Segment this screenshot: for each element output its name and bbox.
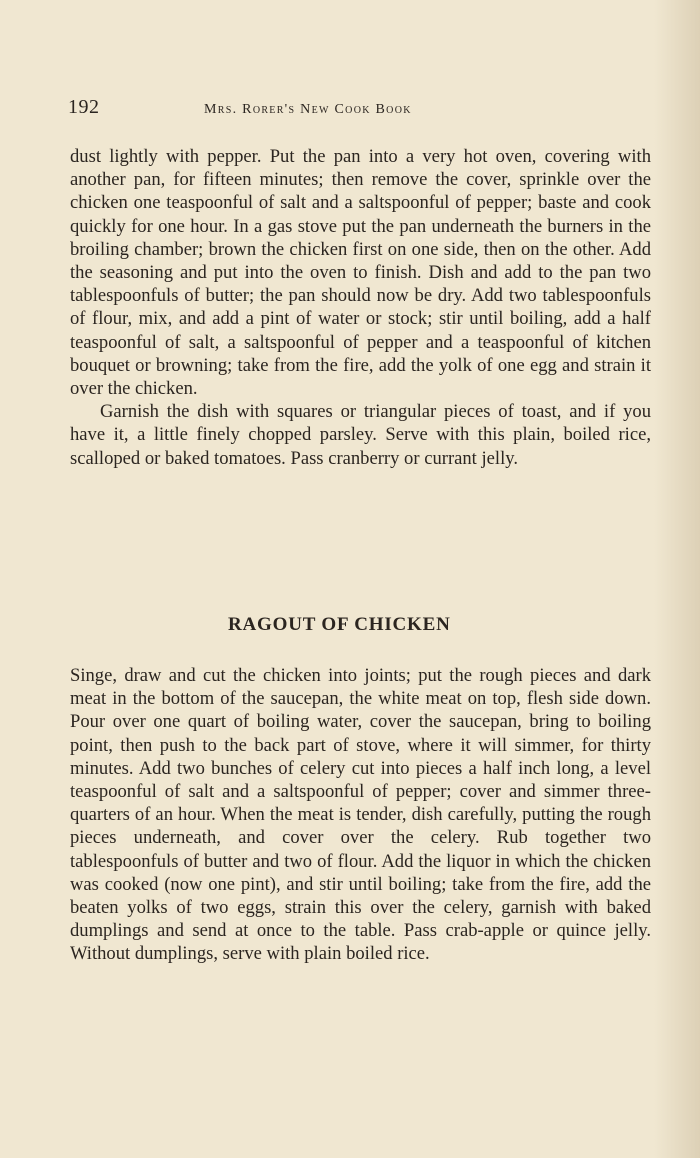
running-head: Mrs. Rorer's New Cook Book xyxy=(204,102,412,117)
top-text-block xyxy=(70,145,651,470)
garnish-paragraph: Garnish the dish with squares or triangular pieces of toast, and if you have it, a little finely chopped parsley. Serve with this plain, boiled rice, scalloped or baked tomatoes. Pass cranberry or currant jelly. xyxy=(70,401,651,469)
recipe-paragraph: Singe, draw and cut the chicken into joints; put the rough pieces and dark meat in the bottom of the saucepan, the white meat on top, flesh side down. Pour over one quart of boiling water, cover the saucepan, bring to boiling point, then push to the back part of stove, where it will simmer, for thirty minutes. Add two bunches of celery cut into pieces a half inch long, a level teaspoonful of salt and a saltspoonful of pepper; cover and simmer three-quarters of an hour. When the meat is tender, dish carefully, putting the rough pieces underneath, and cover over the celery. Rub together two tablespoonfuls of butter and two of flour. Add the liquor in which the chicken was cooked (now one pint), and stir until boiling; take from the fire, add the beaten yolks of two eggs, strain this over the celery, garnish with baked dumplings and send at once to the table. Pass crab-apple or quince jelly. Without dumplings, serve with plain boiled rice. xyxy=(70,665,651,965)
recipe-body xyxy=(70,664,651,966)
page-header xyxy=(68,96,628,126)
continued-paragraph: dust lightly with pepper. Put the pan into a very hot oven, covering with another pan, for fifteen minutes; then remove the cover, sprinkle over the chicken one teaspoonful of salt and a saltspoonful of pepper; baste and cook quickly for one hour. In a gas stove put the pan underneath the burners in the broiling chamber; brown the chicken first on one side, then on the other. Add the seasoning and put into the oven to finish. Dish and add to the pan two tablespoonfuls of butter; the pan should now be dry. Add two tablespoonfuls of flour, mix, and add a pint of water or stock; stir until boiling, add a half teaspoonful of salt, a saltspoonful of pepper and a teaspoonful of kitchen bouquet or browning; take from the fire, add the yolk of one egg and strain it over the chicken. xyxy=(70,146,651,400)
recipe-title: RAGOUT OF CHICKEN xyxy=(228,614,451,635)
page-number: 192 xyxy=(68,96,100,118)
page-edge-shadow xyxy=(654,0,700,1158)
